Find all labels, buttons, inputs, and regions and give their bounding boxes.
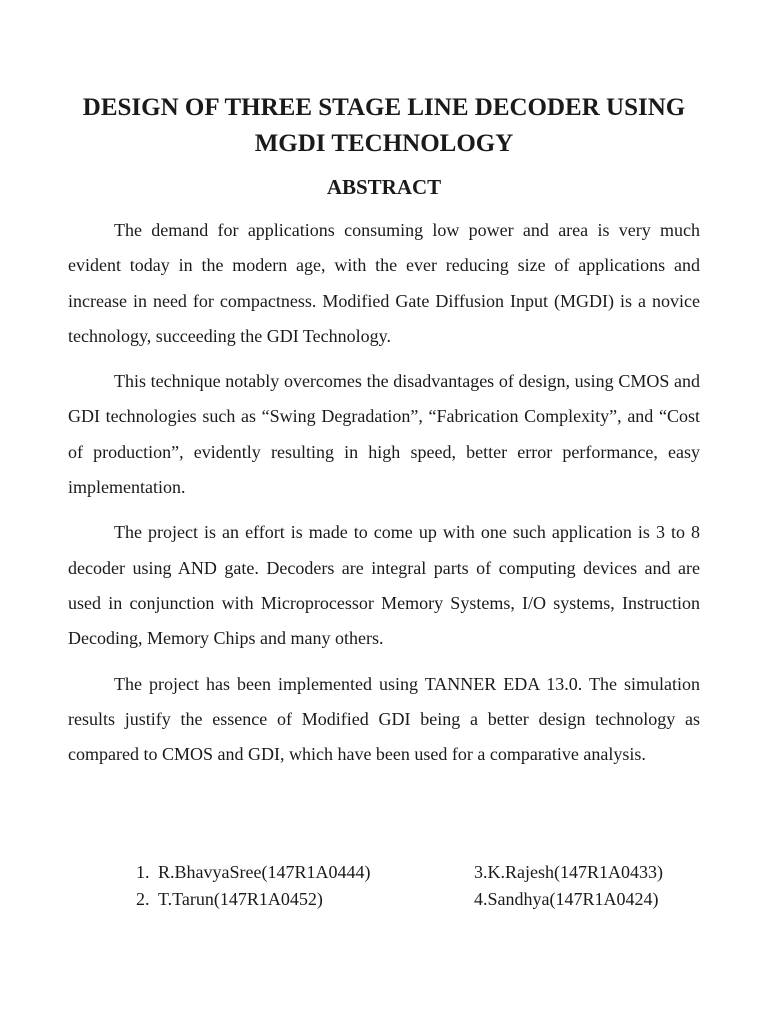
author-item-1 <box>136 859 370 886</box>
author-item-3 <box>474 859 663 886</box>
abstract-paragraph-2: This technique notably overcomes the disadvantages of design, using CMOS and GDI technologies such as “Swing Degradation”, “Fabrication Complexity”, and “Cost of production”, evidently resulting in high speed, better error performance, easy implementation. <box>68 371 700 498</box>
author-name: 3.K.Rajesh(147R1A0433) <box>474 862 663 882</box>
author-number: 1. <box>136 862 150 882</box>
author-name: R.BhavyaSree(147R1A0444) <box>158 862 371 882</box>
author-item-4 <box>474 886 658 913</box>
abstract-paragraph-4: The project has been implemented using TANNER EDA 13.0. The simulation results justify the essence of Modified GDI being a better design technology as compared to CMOS and GDI, which have been used for a comparative analysis. <box>68 673 700 765</box>
abstract-paragraph-1: The demand for applications consuming low power and area is very much evident today in the modern age, with the ever reducing size of applications and increase in need for compactness. Modified Gate Diffusion Input (MGDI) is a novice technology, succeeding the GDI Technology. <box>68 220 700 346</box>
author-item-2 <box>136 886 323 913</box>
author-number: 2. <box>136 889 150 909</box>
document-title <box>40 90 728 162</box>
title-line-1: DESIGN OF THREE STAGE LINE DECODER USING <box>82 94 686 121</box>
abstract-heading: ABSTRACT <box>326 175 442 199</box>
author-name: 4.Sandhya(147R1A0424) <box>474 889 659 909</box>
abstract-paragraph-3: The project is an effort is made to come up with one such application is 3 to 8 decoder using AND gate. Decoders are integral parts of computing devices and are used in conjunction with Microprocessor Memory Systems, I/O systems, Instruction Decoding, Memory Chips and many others. <box>68 522 700 649</box>
author-name: T.Tarun(147R1A0452) <box>158 889 323 909</box>
abstract-body <box>68 213 700 782</box>
title-line-2: MGDI TECHNOLOGY <box>254 130 514 157</box>
